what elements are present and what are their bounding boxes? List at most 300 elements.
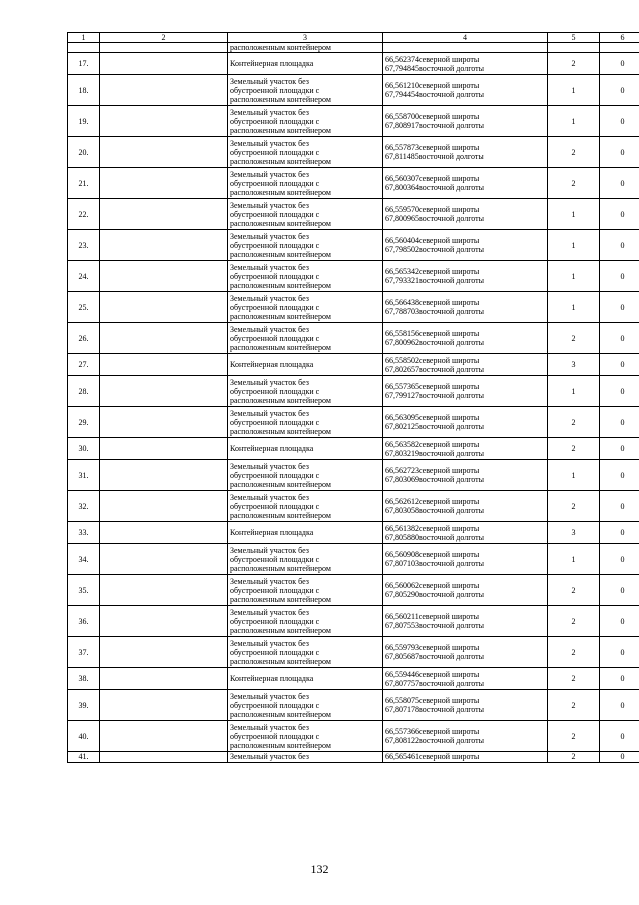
cell-number: 33. [68, 522, 100, 544]
cell-coords [383, 230, 548, 261]
cell-coords [383, 438, 548, 460]
cell-type-line: расположенным контейнером [230, 343, 331, 352]
cell-col5: 1 [548, 376, 600, 407]
cell-col2 [100, 491, 228, 522]
cell-col6: 0 [600, 53, 639, 75]
cell-coords-line: 66,560062северной широты [385, 581, 480, 591]
cell-type [228, 106, 383, 137]
cell-type-line: Земельный участок без [230, 169, 309, 179]
cell-type-line: Земельный участок без [230, 200, 309, 210]
cell-type-line: Контейнерная площадка [230, 528, 314, 538]
cell-type-line: обустроенной площадки с [230, 147, 320, 157]
cell-coords-line: 66,560404северной широты [385, 236, 480, 246]
table-row [68, 323, 639, 354]
cell-coords-line: 67,803058восточной долготы [385, 506, 485, 516]
cell-type [228, 606, 383, 637]
cell-coords-line: 67,807553восточной долготы [385, 621, 485, 631]
cell-coords [383, 668, 548, 690]
cell-col6: 0 [600, 261, 639, 292]
cell-col5: 2 [548, 606, 600, 637]
cell-col2 [100, 323, 228, 354]
cell-coords: 66,565461северной широты [383, 752, 548, 762]
cell-type-line: Земельный участок без [230, 408, 309, 418]
cell-type [228, 199, 383, 230]
table-row [68, 230, 639, 261]
col-number-2: 2 [100, 33, 228, 43]
cell-coords-line: 66,557366северной широты [385, 727, 480, 737]
table-row [68, 491, 639, 522]
cell-coords [383, 491, 548, 522]
cell-coords-line: 66,561382северной широты [385, 523, 480, 533]
cell-type-line: расположенным контейнером [230, 219, 331, 228]
cell-col2 [100, 460, 228, 491]
cell-col6: 0 [600, 354, 639, 376]
cell-coords [383, 106, 548, 137]
cell-coords-line: 67,794845восточной долготы [385, 63, 485, 73]
cell-coords-line: 66,562374северной широты [385, 54, 480, 64]
cell-type-line: обустроенной площадки с [230, 700, 320, 710]
table-row [68, 752, 639, 762]
cell-number: 29. [68, 407, 100, 438]
cell-col6: 0 [600, 690, 639, 721]
cell-number: 18. [68, 75, 100, 106]
cell-coords-line: 67,803069восточной долготы [385, 475, 485, 485]
cell-coords-line: 66,561210северной широты [385, 81, 480, 91]
cell-col2 [100, 637, 228, 668]
cell-col6 [600, 43, 639, 53]
cell-col6: 0 [600, 491, 639, 522]
cell-col6: 0 [600, 407, 639, 438]
cell-coords [383, 606, 548, 637]
cell-coords-line: 66,559570северной широты [385, 205, 480, 215]
cell-type-line: обустроенной площадки с [230, 731, 320, 741]
cell-type [228, 690, 383, 721]
cell-type [228, 407, 383, 438]
cell-coords-line: 67,799127восточной долготы [385, 391, 485, 401]
cell-type [228, 721, 383, 752]
cell-type-line: расположенным контейнером [230, 312, 331, 321]
table-row [68, 575, 639, 606]
cell-type-line: расположенным контейнером [230, 126, 331, 135]
cell-type [228, 522, 383, 544]
cell-col5 [548, 43, 600, 53]
cell-col6: 0 [600, 75, 639, 106]
cell-coords-line: 66,560307северной широты [385, 174, 480, 184]
cell-col6: 0 [600, 438, 639, 460]
table-row [68, 690, 639, 721]
cell-col5: 2 [548, 690, 600, 721]
cell-coords-line: 67,800364восточной долготы [385, 183, 485, 193]
cell-coords-line: 66,562612северной широты [385, 497, 480, 507]
cell-coords-line: 66,559446северной широты [385, 669, 480, 679]
cell-coords [383, 721, 548, 752]
cell-col2 [100, 230, 228, 261]
table-row [68, 376, 639, 407]
cell-col5: 1 [548, 106, 600, 137]
cell-coords [383, 376, 548, 407]
cell-type-line: Земельный участок без [230, 638, 309, 648]
cell-col6: 0 [600, 460, 639, 491]
cell-coords-line: 66,563095северной широты [385, 413, 480, 423]
cell-coords [383, 690, 548, 721]
cell-type [228, 668, 383, 690]
cell-col6: 0 [600, 292, 639, 323]
cell-coords [383, 637, 548, 668]
cell-type-line: обустроенной площадки с [230, 470, 320, 480]
cell-type-line: обустроенной площадки с [230, 209, 320, 219]
table-row [68, 199, 639, 230]
cell-col6: 0 [600, 137, 639, 168]
cell-coords-line: 67,805880восточной долготы [385, 532, 485, 542]
cell-coords [383, 43, 548, 53]
cell-coords-line: 67,807103восточной долготы [385, 559, 485, 569]
table-row [68, 438, 639, 460]
cell-coords-line: 67,802125восточной долготы [385, 422, 485, 432]
cell-type [228, 575, 383, 606]
cell-type-line: расположенным контейнером [230, 710, 331, 719]
cell-col2 [100, 168, 228, 199]
cell-type [228, 137, 383, 168]
cell-coords-line: 67,794454восточной долготы [385, 90, 485, 100]
cell-col5: 1 [548, 230, 600, 261]
cell-col5: 2 [548, 53, 600, 75]
cell-col6: 0 [600, 575, 639, 606]
cell-coords [383, 75, 548, 106]
cell-coords [383, 575, 548, 606]
column-number-row [68, 33, 639, 43]
cell-type [228, 168, 383, 199]
table-row [68, 460, 639, 491]
cell-number: 22. [68, 199, 100, 230]
cell-type-line: обустроенной площадки с [230, 116, 320, 126]
cell-col5: 3 [548, 354, 600, 376]
cell-type [228, 438, 383, 460]
cell-type-line: Земельный участок без [230, 324, 309, 334]
cell-col2 [100, 575, 228, 606]
cell-number: 17. [68, 53, 100, 75]
cell-col6: 0 [600, 637, 639, 668]
cell-coords [383, 199, 548, 230]
cell-col6: 0 [600, 721, 639, 752]
cell-type-line: обустроенной площадки с [230, 302, 320, 312]
table-row [68, 668, 639, 690]
table-row [68, 522, 639, 544]
cell-col5: 1 [548, 261, 600, 292]
cell-type-line: Контейнерная площадка [230, 674, 314, 684]
cell-col2 [100, 407, 228, 438]
cell-coords [383, 261, 548, 292]
cell-coords-line: 67,807178восточной долготы [385, 705, 485, 715]
cell-coords-line: 67,811485восточной долготы [385, 152, 484, 162]
cell-type-line: Земельный участок без [230, 691, 309, 701]
cell-coords-line: 67,788703восточной долготы [385, 307, 485, 317]
cell-type [228, 230, 383, 261]
table-row [68, 407, 639, 438]
cell-type [228, 261, 383, 292]
register-table [67, 32, 639, 763]
cell-coords-line: 66,558502северной широты [385, 355, 480, 365]
cell-col2 [100, 522, 228, 544]
cell-col6: 0 [600, 522, 639, 544]
cell-type-line: Контейнерная площадка [230, 444, 314, 454]
cell-number [68, 43, 100, 53]
cell-coords [383, 292, 548, 323]
cell-number: 40. [68, 721, 100, 752]
table-row [68, 606, 639, 637]
cell-type-line: обустроенной площадки с [230, 333, 320, 343]
cell-type-line: расположенным контейнером [230, 564, 331, 573]
cell-col5: 2 [548, 137, 600, 168]
cell-type-line: обустроенной площадки с [230, 386, 320, 396]
cell-col2 [100, 292, 228, 323]
cell-number: 32. [68, 491, 100, 522]
table-row [68, 721, 639, 752]
cell-coords-line: 67,800965восточной долготы [385, 214, 485, 224]
cell-type-line: обустроенной площадки с [230, 501, 320, 511]
cell-col2 [100, 43, 228, 53]
cell-coords [383, 323, 548, 354]
cell-col2 [100, 690, 228, 721]
cell-col2 [100, 376, 228, 407]
cell-type-line: Земельный участок без [230, 231, 309, 241]
cell-coords-line: 66,558156северной широты [385, 329, 480, 339]
cell-number: 30. [68, 438, 100, 460]
cell-type [228, 75, 383, 106]
cell-number: 20. [68, 137, 100, 168]
cell-type: расположенным контейнером [228, 43, 383, 53]
cell-type-line: расположенным контейнером [230, 281, 331, 290]
cell-coords-line: 66,557873северной широты [385, 143, 480, 153]
cell-coords [383, 544, 548, 575]
cell-type-line: обустроенной площадки с [230, 554, 320, 564]
cell-coords-line: 66,557365северной широты [385, 382, 480, 392]
cell-type-line: обустроенной площадки с [230, 85, 320, 95]
cell-number: 19. [68, 106, 100, 137]
cell-type-line: обустроенной площадки с [230, 585, 320, 595]
cell-coords [383, 137, 548, 168]
cell-coords-line: 66,558700северной широты [385, 112, 480, 122]
cell-col5: 2 [548, 168, 600, 199]
cell-col2 [100, 199, 228, 230]
cell-type-line: расположенным контейнером [230, 427, 331, 436]
cell-type-line: Земельный участок без [230, 76, 309, 86]
cell-type-line: расположенным контейнером [230, 626, 331, 635]
cell-col2 [100, 137, 228, 168]
cell-col5: 2 [548, 721, 600, 752]
cell-coords [383, 407, 548, 438]
cell-type [228, 637, 383, 668]
cell-number: 37. [68, 637, 100, 668]
cell-coords-line: 67,798502восточной долготы [385, 245, 485, 255]
cell-coords-line: 66,566438северной широты [385, 298, 480, 308]
col-number-1: 1 [68, 33, 100, 43]
cell-number: 31. [68, 460, 100, 491]
cell-type-line: Земельный участок без [230, 461, 309, 471]
cell-coords-line: 66,563582северной широты [385, 439, 480, 449]
cell-type [228, 491, 383, 522]
cell-type-line: обустроенной площадки с [230, 647, 320, 657]
cell-col6: 0 [600, 168, 639, 199]
table-row [68, 106, 639, 137]
cell-coords-line: 67,807757восточной долготы [385, 678, 485, 688]
table-row [68, 292, 639, 323]
cell-col5: 2 [548, 323, 600, 354]
cell-coords [383, 53, 548, 75]
cell-col6: 0 [600, 752, 639, 762]
cell-type [228, 460, 383, 491]
cell-number: 24. [68, 261, 100, 292]
cell-type-line: Контейнерная площадка [230, 59, 314, 69]
table-row [68, 53, 639, 75]
cell-coords-line: 66,560211северной широты [385, 612, 479, 622]
cell-col5: 1 [548, 544, 600, 575]
cell-coords-line: 66,560908северной широты [385, 550, 480, 560]
cell-col2 [100, 75, 228, 106]
cell-type-line: расположенным контейнером [230, 595, 331, 604]
cell-type-line: Земельный участок без [230, 492, 309, 502]
col-number-3: 3 [228, 33, 383, 43]
cell-coords-line: 66,565342северной широты [385, 267, 480, 277]
cell-type [228, 376, 383, 407]
cell-col2 [100, 53, 228, 75]
cell-type-line: Контейнерная площадка [230, 360, 314, 370]
cell-type-line: расположенным контейнером [230, 396, 331, 405]
cell-type [228, 292, 383, 323]
cell-type-line: расположенным контейнером [230, 188, 331, 197]
cell-type-line: обустроенной площадки с [230, 271, 320, 281]
cell-col6: 0 [600, 544, 639, 575]
cell-number: 41. [68, 752, 100, 762]
cell-coords-line: 67,805290восточной долготы [385, 590, 485, 600]
cell-number: 23. [68, 230, 100, 261]
cell-col6: 0 [600, 199, 639, 230]
cell-col5: 2 [548, 438, 600, 460]
cell-col5: 2 [548, 407, 600, 438]
cell-col2 [100, 261, 228, 292]
cell-col2 [100, 668, 228, 690]
cell-coords-line: 67,805687восточной долготы [385, 652, 485, 662]
cell-type-line: обустроенной площадки с [230, 616, 320, 626]
cell-col6: 0 [600, 323, 639, 354]
cell-number: 35. [68, 575, 100, 606]
cell-type-line: Земельный участок без [230, 138, 309, 148]
cell-type [228, 323, 383, 354]
cell-coords-line: 66,559793северной широты [385, 643, 480, 653]
cell-coords-line: 66,562723северной широты [385, 466, 480, 476]
cell-type-line: расположенным контейнером [230, 741, 331, 750]
cell-type-line: Земельный участок без [230, 545, 309, 555]
cell-type-line: Земельный участок без [230, 722, 309, 732]
cell-type-line: расположенным контейнером [230, 95, 331, 104]
cell-col2 [100, 106, 228, 137]
col-number-4: 4 [383, 33, 548, 43]
cell-coords [383, 460, 548, 491]
cell-number: 25. [68, 292, 100, 323]
table-row [68, 75, 639, 106]
cell-coords-line: 67,808917восточной долготы [385, 121, 485, 131]
cell-type-line: расположенным контейнером [230, 657, 331, 666]
cell-coords-line: 67,808122восточной долготы [385, 736, 485, 746]
cell-col5: 2 [548, 575, 600, 606]
page-number: 132 [310, 862, 329, 876]
cell-type-line: Земельный участок без [230, 607, 309, 617]
cell-coords-line: 67,802657восточной долготы [385, 364, 485, 374]
cell-coords-line: 67,793321восточной долготы [385, 276, 485, 286]
cell-col5: 1 [548, 460, 600, 491]
cell-type-line: обустроенной площадки с [230, 417, 320, 427]
cell-type-line: обустроенной площадки с [230, 178, 320, 188]
cell-number: 27. [68, 354, 100, 376]
continuation-row [68, 43, 639, 53]
cell-col6: 0 [600, 106, 639, 137]
cell-type: Земельный участок без [228, 752, 383, 762]
cell-type-line: расположенным контейнером [230, 250, 331, 259]
cell-type-line: Земельный участок без [230, 576, 309, 586]
cell-col5: 2 [548, 668, 600, 690]
cell-col6: 0 [600, 606, 639, 637]
cell-col5: 1 [548, 292, 600, 323]
cell-type-line: обустроенной площадки с [230, 240, 320, 250]
cell-col6: 0 [600, 668, 639, 690]
cell-col2 [100, 544, 228, 575]
cell-coords-line: 67,803219восточной долготы [385, 448, 485, 458]
cell-number: 36. [68, 606, 100, 637]
cell-coords [383, 168, 548, 199]
cell-col6: 0 [600, 230, 639, 261]
cell-coords-line: 66,558075северной широты [385, 696, 480, 706]
table-row [68, 168, 639, 199]
cell-type-line: расположенным контейнером [230, 157, 331, 166]
col-number-5: 5 [548, 33, 600, 43]
cell-coords [383, 522, 548, 544]
cell-col5: 1 [548, 199, 600, 230]
cell-number: 21. [68, 168, 100, 199]
cell-col5: 2 [548, 752, 600, 762]
cell-col5: 2 [548, 491, 600, 522]
table-row [68, 137, 639, 168]
cell-number: 26. [68, 323, 100, 354]
cell-col2 [100, 721, 228, 752]
cell-coords [383, 354, 548, 376]
cell-number: 34. [68, 544, 100, 575]
cell-col2 [100, 354, 228, 376]
cell-number: 28. [68, 376, 100, 407]
col-number-6: 6 [600, 33, 639, 43]
table-row [68, 261, 639, 292]
cell-coords-line: 67,800962восточной долготы [385, 338, 485, 348]
cell-type-line: Земельный участок без [230, 293, 309, 303]
cell-col5: 1 [548, 75, 600, 106]
cell-type [228, 354, 383, 376]
cell-type-line: Земельный участок без [230, 377, 309, 387]
cell-number: 38. [68, 668, 100, 690]
cell-type-line: расположенным контейнером [230, 511, 331, 520]
table-row [68, 544, 639, 575]
cell-col2 [100, 606, 228, 637]
cell-col2 [100, 752, 228, 762]
cell-type [228, 544, 383, 575]
cell-type [228, 53, 383, 75]
cell-col5: 3 [548, 522, 600, 544]
cell-type-line: расположенным контейнером [230, 480, 331, 489]
table-row [68, 354, 639, 376]
cell-type-line: Земельный участок без [230, 262, 309, 272]
cell-col5: 2 [548, 637, 600, 668]
table-row [68, 637, 639, 668]
cell-col2 [100, 438, 228, 460]
cell-col6: 0 [600, 376, 639, 407]
cell-number: 39. [68, 690, 100, 721]
